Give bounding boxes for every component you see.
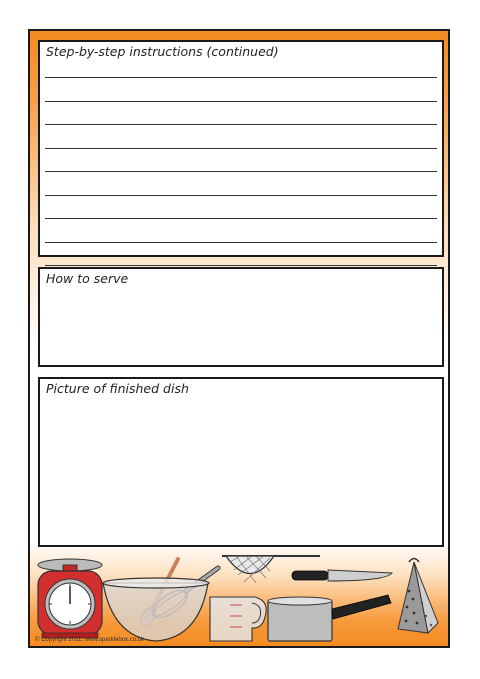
kitchen-utensils (30, 31, 448, 646)
worksheet-frame (28, 29, 450, 648)
measuring-jug-icon (210, 597, 266, 641)
serve-title: How to serve (46, 271, 129, 286)
mixing-bowl-icon (103, 578, 209, 641)
chef-knife-icon (292, 570, 392, 581)
copyright-text: © Copyright 2011, www.sparklebox.co.uk (35, 637, 145, 643)
grater-icon (398, 559, 438, 634)
picture-title: Picture of finished dish (46, 381, 189, 396)
kitchen-scale-icon (38, 559, 102, 638)
instructions-title: Step-by-step instructions (continued) (46, 44, 279, 59)
saucepan-icon (268, 595, 391, 641)
